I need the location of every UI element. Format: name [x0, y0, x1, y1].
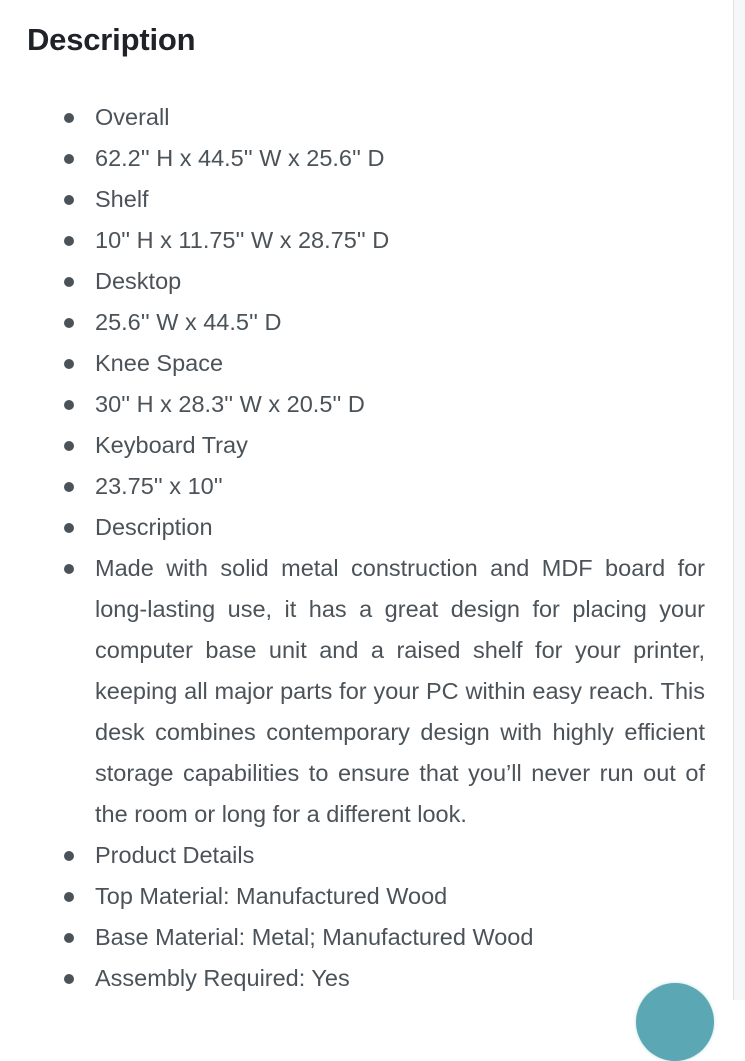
list-item-text: Assembly Required: Yes — [95, 965, 350, 991]
list-item — [0, 302, 705, 343]
bullet-icon — [64, 113, 74, 123]
list-item — [0, 425, 705, 466]
bullet-icon — [64, 236, 74, 246]
bullet-icon — [64, 359, 74, 369]
bullet-icon — [64, 318, 74, 328]
list-item-text: 10'' H x 11.75'' W x 28.75'' D — [95, 227, 390, 253]
list-item-text: Description — [95, 514, 213, 540]
list-item-text: 25.6'' W x 44.5'' D — [95, 309, 282, 335]
bullet-icon — [64, 933, 74, 943]
list-item-text: 30'' H x 28.3'' W x 20.5'' D — [95, 391, 365, 417]
bullet-icon — [64, 277, 74, 287]
list-item — [0, 97, 705, 138]
bullet-icon — [64, 851, 74, 861]
list-item — [0, 220, 705, 261]
list-item-text: 23.75'' x 10'' — [95, 473, 223, 499]
list-item-text: Top Material: Manufactured Wood — [95, 883, 448, 909]
list-item — [0, 343, 705, 384]
list-item — [0, 507, 705, 548]
list-item — [0, 179, 705, 220]
bullet-icon — [64, 195, 74, 205]
scrollbar-track[interactable] — [733, 0, 745, 1000]
bullet-icon — [64, 974, 74, 984]
list-item-text: Product Details — [95, 842, 255, 868]
description-list — [0, 97, 705, 999]
list-item — [0, 917, 705, 958]
bullet-icon — [64, 441, 74, 451]
list-item-text: Base Material: Metal; Manufactured Wood — [95, 924, 534, 950]
list-item — [0, 835, 705, 876]
list-item-text: Overall — [95, 104, 170, 130]
list-item — [0, 958, 705, 999]
list-item — [0, 261, 705, 302]
bullet-icon — [64, 400, 74, 410]
list-item-text: Keyboard Tray — [95, 432, 248, 458]
bullet-icon — [64, 482, 74, 492]
list-item-text: 62.2'' H x 44.5'' W x 25.6'' D — [95, 145, 385, 171]
floating-chat-button[interactable] — [636, 983, 714, 1061]
list-item-text: Shelf — [95, 186, 149, 212]
list-item-text: Made with solid metal construction and MDF board for long-lasting use, it has a great design for placing your computer base unit and a raised shelf for your printer, keeping all major parts for your PC within easy reach. This desk combines contemporary design with highly efficient storage capabilities to ensure that you’ll never run out of the room or long for a different look. — [95, 555, 705, 827]
list-item — [0, 384, 705, 425]
bullet-icon — [64, 564, 74, 574]
section-title: Description — [27, 22, 196, 57]
list-item — [0, 466, 705, 507]
list-item-paragraph — [0, 548, 705, 835]
bullet-icon — [64, 154, 74, 164]
list-item-text: Knee Space — [95, 350, 224, 376]
bullet-icon — [64, 523, 74, 533]
bullet-icon — [64, 892, 74, 902]
list-item-text: Desktop — [95, 268, 182, 294]
list-item — [0, 876, 705, 917]
list-item — [0, 138, 705, 179]
